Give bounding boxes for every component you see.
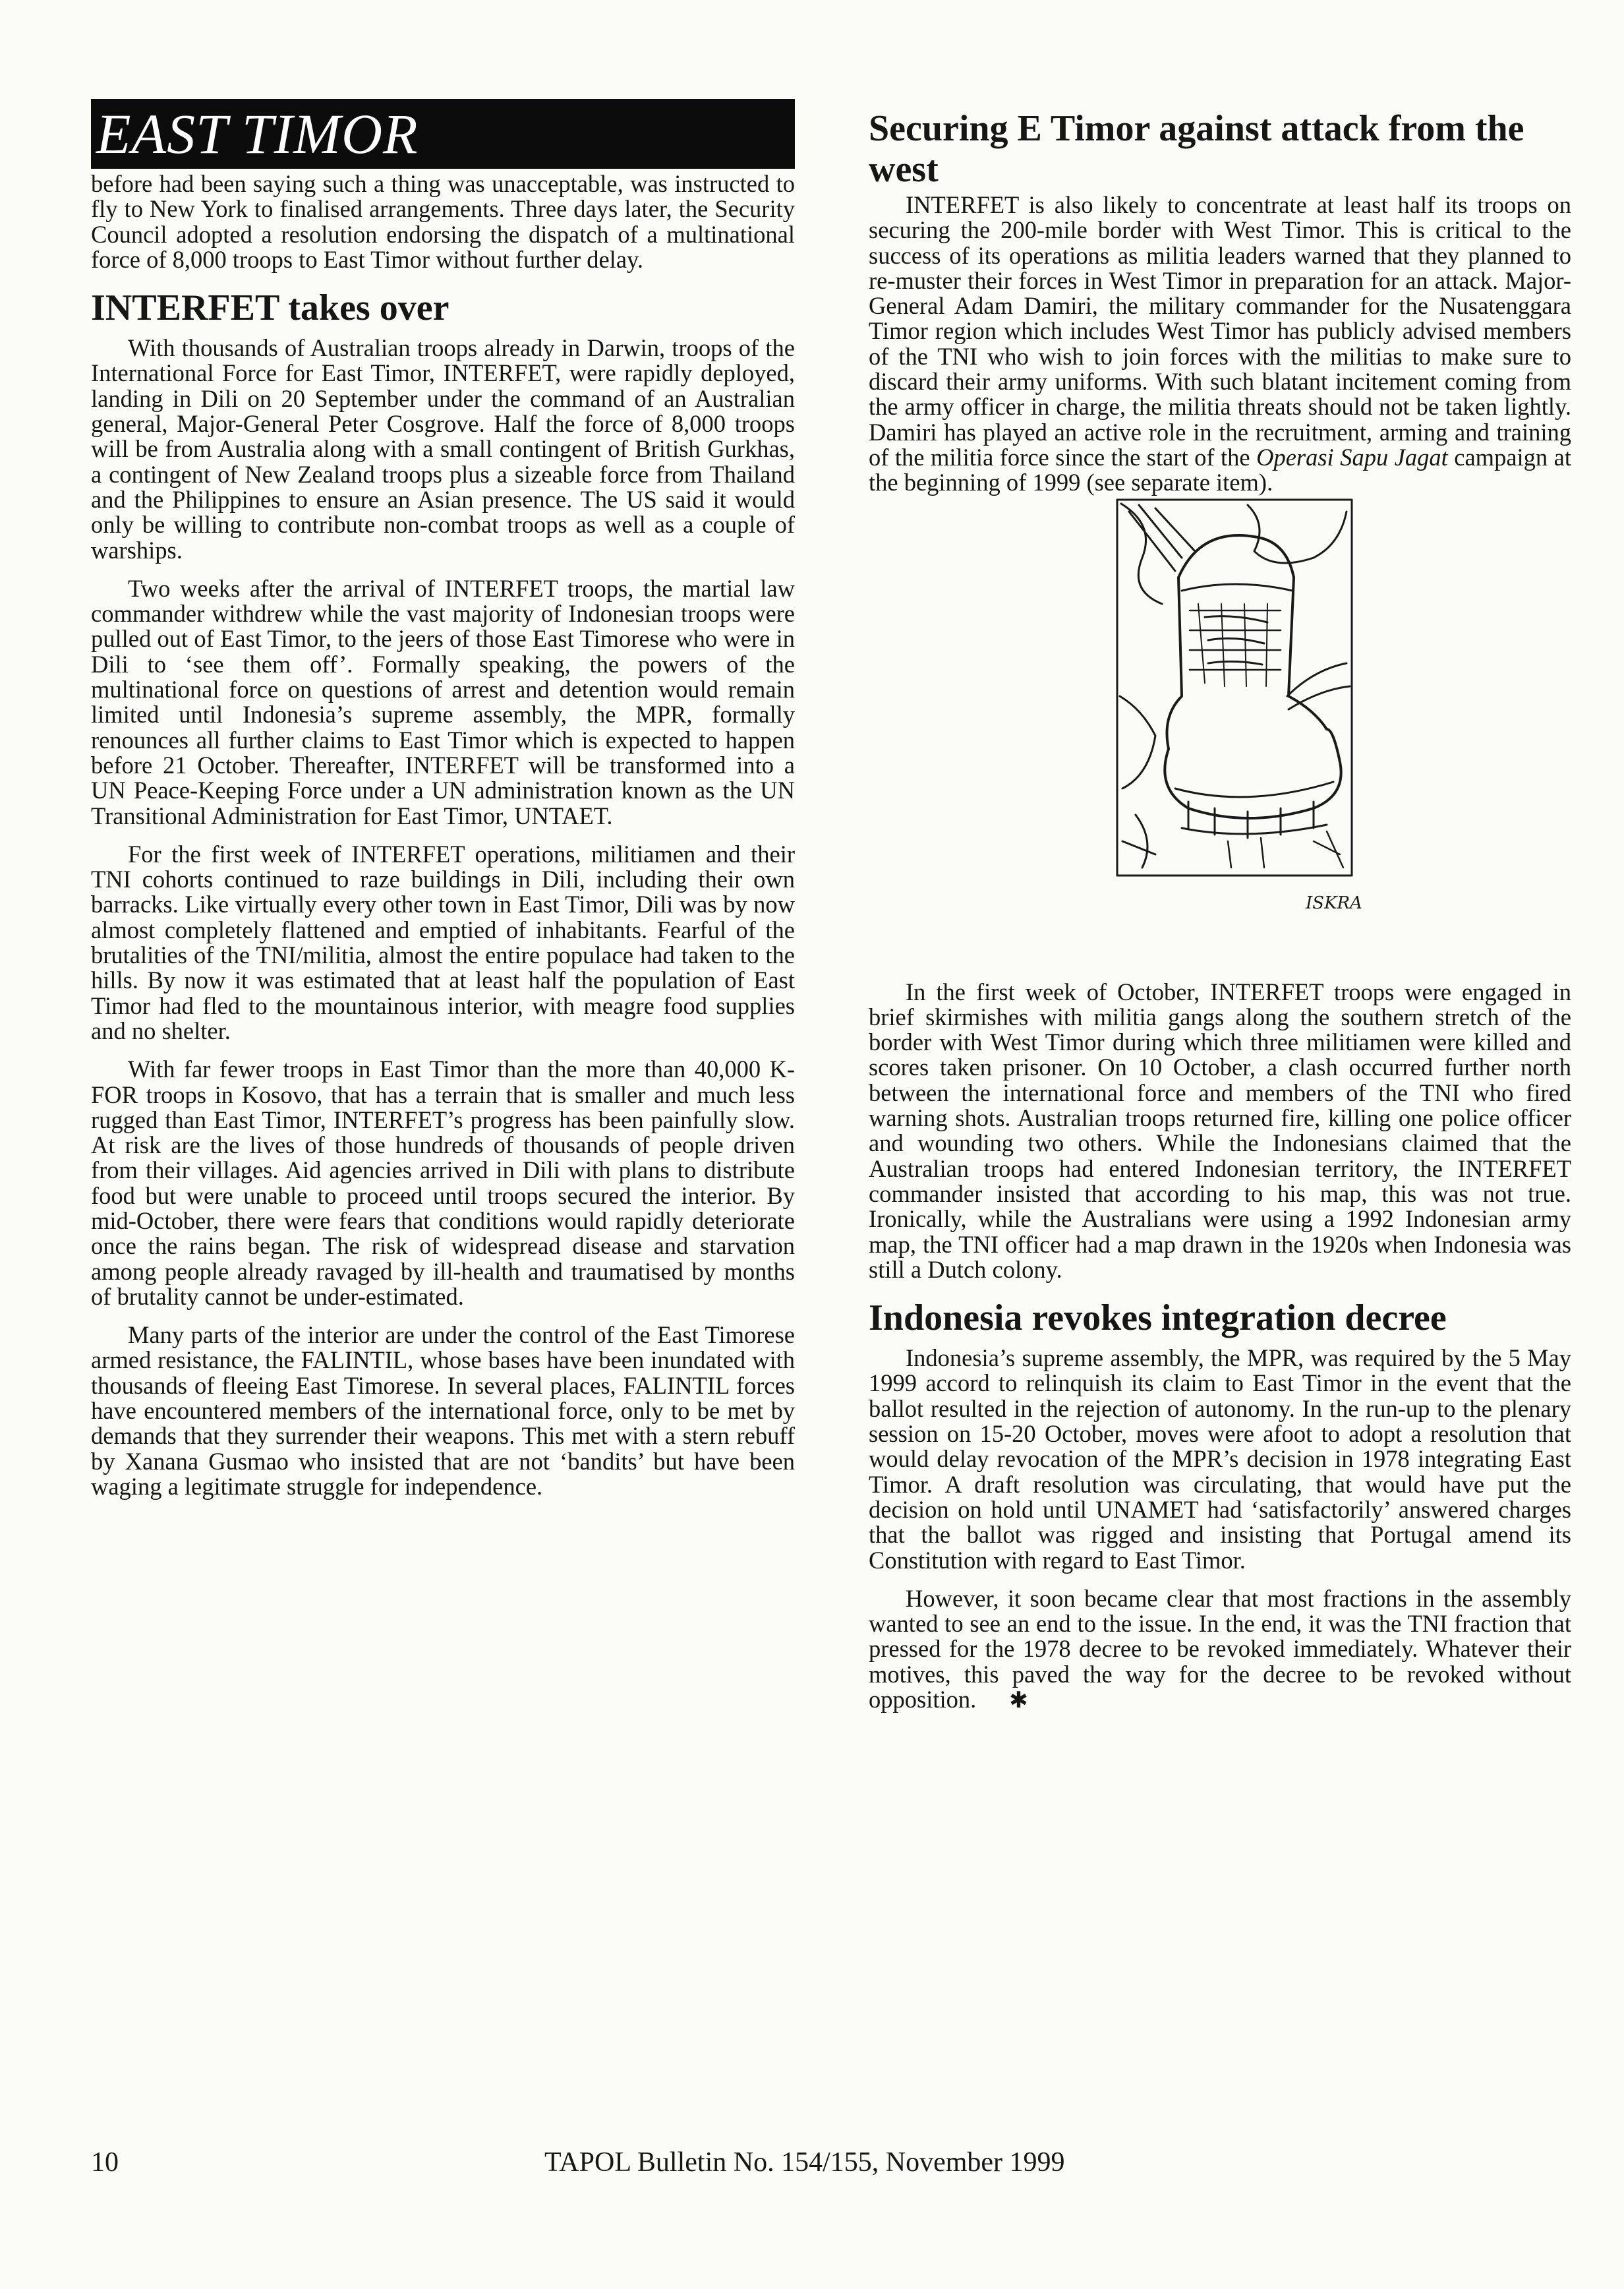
publication-footer: TAPOL Bulletin No. 154/155, November 1999 — [544, 2147, 1065, 2178]
heading-interfet-takes-over: INTERFET takes over — [91, 287, 450, 329]
italic-campaign-name: Operasi Sapu Jagat — [1256, 443, 1448, 471]
paragraph: INTERFET is also likely to concentrate at least half its troops on securing the 200-mile border with West Timor. This is critical to the success of its operations as militia leaders warned that they planned to re-muster their forces in West Timor in preparation for an attack. Major-General Adam Damiri, the military commander for the Nusatenggara Timor region which includes West Timor has publicly advised members of the TNI who wish to join forces with the militias to make sure to discard their army uniforms. With such blatant incitement coming from the army officer in charge, the militia threats should not be taken lightly. Damiri has played an active role in the recruitment, arming and training of the militia force since the start of the Operasi Sapu Jagat campaign at the beginning of 1999 (see separate item). — [869, 191, 1571, 496]
artist-signature: ISKRA — [1306, 893, 1362, 913]
paragraph: Indonesia’s supreme assembly, the MPR, was required by the 5 May 1999 accord to relinquish its claim to East Timor in the event that the ballot resulted in the rejection of autonomy. In the run-up to the plenary session on 15-20 October, moves were afoot to adopt a resolution that would delay revocation of the MPR’s decision in 1978 integrating East Timor. A draft resolution was circulating, that would have put the decision on hold until UNAMET had ‘satisfactorily’ answered charges that the ballot was rigged and insisting that Portugal amend its Constitution with regard to East Timor. — [869, 1344, 1571, 1574]
heading-securing-e-timor: Securing E Timor against attack from the west — [869, 108, 1524, 190]
paragraph: For the first week of INTERFET operations, militiamen and their TNI cohorts continued to raze buildings in Dili, including their own barracks. Like virtually every other town in East Timor, Dili was by now almost completely flattened and emptied of inhabitants. Fearful of the brutalities of the TNI/militia, almost the entire populace had taken to the hills. By now it was estimated that at least half the population of East Timor had fled to the mountainous interior, with meagre food supplies and no shelter. — [91, 840, 795, 1044]
paragraph: Many parts of the interior are under the control of the East Timorese armed resistance, the FALINTIL, whose bases have been inundated with thousands of fleeing East Timorese. In several places, FALINTIL forces have encountered members of the international force, only to be met by demands that they surrender their weapons. This met with a stern rebuff by Xanana Gusmao who insisted that are not ‘bandits’ but have been waging a legitimate struggle for independence. — [91, 1321, 795, 1500]
paragraph: In the first week of October, INTERFET troops were engaged in brief skirmishes with militia gangs along the southern stretch of the border with West Timor during which three militiamen were killed and scores taken prisoner. On 10 October, a clash occurred further north between the international force and members of the TNI who fired warning shots. Australian troops returned fire, killing one police officer and wounding two others. While the Indonesians claimed that the Australian troops had entered Indonesian territory, the INTERFET commander insisted that according to his map, this was not true. Ironically, while the Australians were using a 1992 Indonesian army map, the TNI officer had a map drawn in the 1920s when Indonesia was still a Dutch colony. — [869, 978, 1571, 1283]
cartoon-figure — [869, 498, 1571, 947]
page-number: 10 — [91, 2147, 119, 2178]
boot-cartoon-illustration — [1116, 498, 1362, 947]
section-banner: EAST TIMOR — [91, 99, 795, 169]
heading-indonesia-revokes: Indonesia revokes integration decree — [869, 1297, 1447, 1339]
paragraph: With far fewer troops in East Timor than the more than 40,000 K-FOR troops in Kosovo, that has a terrain that is smaller and much less rugged than East Timor, INTERFET’s progress has been painfully slow. At risk are the lives of those hundreds of thousands of people driven from their villages. Aid agencies arrived in Dili with plans to distribute food but were unable to proceed until troops secured the interior. By mid-October, there were fears that conditions would rapidly deteriorate once the rains began. The risk of widespread disease and starvation among people already ravaged by ill-health and traumatised by months of brutality cannot be under-estimated. — [91, 1055, 795, 1310]
paragraph: However, it soon became clear that most fractions in the assembly wanted to see an end to the issue. In the end, it was the TNI fraction that pressed for the 1978 decree to be revoked immediately. Whatever their motives, this paved the way for the decree to be revoked without opposition. ✱ — [869, 1584, 1571, 1713]
end-mark: ✱ — [1009, 1688, 1028, 1713]
paragraph: With thousands of Australian troops already in Darwin, troops of the International Force for East Timor, INTERFET, were rapidly deployed, landing in Dili on 20 September under the command of an Australian general, Major-General Peter Cosgrove. Half the force of 8,000 troops will be from Australia along with a small contingent of British Gurkhas, a contingent of New Zealand troops plus a sizeable force from Thailand and the Philippines to ensure an Asian presence. The US said it would only be willing to contribute non-combat troops as well as a couple of warships. — [91, 334, 795, 564]
paragraph-continuation: before had been saying such a thing was unacceptable, was instructed to fly to New York to finalised arrangements. Three days later, the Security Council adopted a resolution endorsing the dispatch of a multinational force of 8,000 troops to East Timor without further delay. — [91, 170, 795, 273]
right-column — [869, 99, 1571, 1713]
left-column — [91, 99, 795, 1499]
paragraph: Two weeks after the arrival of INTERFET troops, the martial law commander withdrew while the vast majority of Indonesian troops were pulled out of East Timor, to the jeers of those East Timorese who were in Dili to ‘see them off’. Formally speaking, the powers of the multinational force on questions of arrest and detention would remain limited until Indonesia’s supreme assembly, the MPR, formally renounces all further claims to East Timor which is expected to happen before 21 October. Thereafter, INTERFET will be transformed into a UN Peace-Keeping Force under a UN administration known as the UN Transitional Administration for East Timor, UNTAET. — [91, 574, 795, 829]
